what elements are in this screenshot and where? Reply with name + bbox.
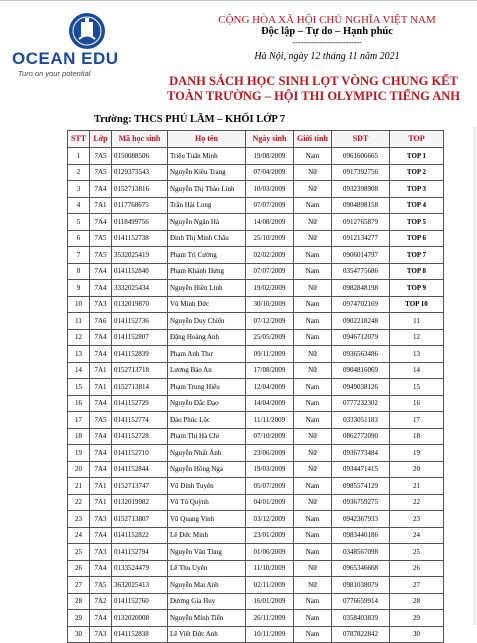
col-header-name: Họ tên	[168, 131, 246, 148]
cell-gender: Nam	[294, 395, 332, 412]
cell-phone: 0333051183	[332, 412, 390, 429]
cell-top: 26	[390, 560, 444, 577]
cell-stt: 22	[68, 494, 90, 511]
cell-gender: Nữ	[294, 577, 332, 594]
cell-class: 7A3	[90, 296, 112, 313]
cell-stt: 8	[68, 263, 90, 280]
table-body	[68, 148, 444, 643]
cell-gender: Nam	[294, 296, 332, 313]
table-header-row	[68, 131, 444, 148]
ocean-edu-logo	[12, 12, 162, 82]
cell-gender: Nữ	[294, 461, 332, 478]
cell-top: 29	[390, 610, 444, 627]
cell-class: 7A4	[90, 560, 112, 577]
table-row	[68, 478, 444, 495]
cell-phone: 0906014797	[332, 247, 390, 264]
cell-top: 20	[390, 461, 444, 478]
student-table	[67, 130, 444, 643]
header-separator: --------------------------	[292, 38, 362, 47]
table-row	[68, 296, 444, 313]
cell-student-id: 0141152736	[112, 313, 168, 330]
cell-class: 7A4	[90, 346, 112, 363]
cell-phone: 0902218248	[332, 313, 390, 330]
cell-student-id: 0141152822	[112, 527, 168, 544]
cell-student-id: 0118499756	[112, 214, 168, 231]
col-header-top: TOP	[390, 131, 444, 148]
cell-class: 7A5	[90, 148, 112, 165]
cell-name: Vũ Quang Vinh	[168, 511, 246, 528]
cell-stt: 14	[68, 362, 90, 379]
cell-dob: 07/12/2009	[246, 313, 294, 330]
cell-student-id: 0141152729	[112, 395, 168, 412]
cell-phone: 0904816069	[332, 362, 390, 379]
table-row	[68, 445, 444, 462]
cell-name: Nguyễn Minh Tiến	[168, 610, 246, 627]
cell-stt: 2	[68, 164, 90, 181]
nation-motto: Độc lập – Tự do – Hạnh phúc	[261, 26, 393, 37]
cell-name: Đào Phúc Lộc	[168, 412, 246, 429]
cell-stt: 30	[68, 626, 90, 643]
table-row	[68, 560, 444, 577]
cell-class: 7A4	[90, 329, 112, 346]
cell-stt: 26	[68, 560, 90, 577]
cell-student-id: 0132019982	[112, 494, 168, 511]
cell-class: 7A4	[90, 214, 112, 231]
ocean-edu-emblem-icon	[68, 12, 106, 50]
cell-phone: 0354775686	[332, 263, 390, 280]
cell-gender: Nam	[294, 329, 332, 346]
cell-top: 12	[390, 329, 444, 346]
table-row	[68, 329, 444, 346]
cell-phone: 0983440186	[332, 527, 390, 544]
cell-gender: Nam	[294, 593, 332, 610]
table-row	[68, 230, 444, 247]
cell-gender: Nam	[294, 148, 332, 165]
cell-stt: 16	[68, 395, 90, 412]
cell-top: TOP 7	[390, 247, 444, 264]
cell-name: Vũ Minh Đức	[168, 296, 246, 313]
cell-student-id: 0129373543	[112, 164, 168, 181]
cell-top: 22	[390, 494, 444, 511]
cell-stt: 19	[68, 445, 90, 462]
cell-phone: 0787822842	[332, 626, 390, 643]
cell-stt: 6	[68, 230, 90, 247]
table-row	[68, 577, 444, 594]
table-row	[68, 148, 444, 165]
cell-dob: 14/04/2009	[246, 395, 294, 412]
cell-class: 7A1	[90, 478, 112, 495]
cell-stt: 15	[68, 379, 90, 396]
table-row	[68, 461, 444, 478]
cell-dob: 14/08/2009	[246, 214, 294, 231]
cell-dob: 17/08/2009	[246, 362, 294, 379]
table-row	[68, 214, 444, 231]
cell-dob: 10/03/2009	[246, 181, 294, 198]
cell-top: 14	[390, 362, 444, 379]
cell-top: 23	[390, 511, 444, 528]
table-row	[68, 395, 444, 412]
cell-gender: Nữ	[294, 445, 332, 462]
cell-name: Nguyễn Đắc Đạo	[168, 395, 246, 412]
table-row	[68, 164, 444, 181]
cell-top: TOP 6	[390, 230, 444, 247]
cell-dob: 07/10/2009	[246, 428, 294, 445]
page-top-border	[0, 0, 477, 1]
cell-student-id: 0141152844	[112, 461, 168, 478]
cell-name: Phạm Thị Hà Chi	[168, 428, 246, 445]
cell-class: 7A5	[90, 412, 112, 429]
cell-stt: 23	[68, 511, 90, 528]
cell-class: 7A1	[90, 379, 112, 396]
cell-gender: Nam	[294, 197, 332, 214]
cell-top: 21	[390, 478, 444, 495]
cell-name: Vũ Tú Quỳnh	[168, 494, 246, 511]
table-row	[68, 247, 444, 264]
cell-phone: 0942367933	[332, 511, 390, 528]
cell-class: 7A2	[90, 593, 112, 610]
col-header-gender: Giới tính	[294, 131, 332, 148]
cell-class: 7A1	[90, 362, 112, 379]
cell-gender: Nữ	[294, 280, 332, 297]
cell-student-id: 0152713816	[112, 181, 168, 198]
cell-phone: 0965346668	[332, 560, 390, 577]
cell-phone: 0936759275	[332, 494, 390, 511]
nation-title: CỘNG HÒA XÃ HỘI CHỦ NGHĨA VIỆT NAM	[218, 14, 436, 26]
cell-student-id: 0141152839	[112, 346, 168, 363]
cell-name: Nguyễn Mai Anh	[168, 577, 246, 594]
cell-dob: 23/06/2009	[246, 445, 294, 462]
cell-student-id: 0152713814	[112, 379, 168, 396]
cell-gender: Nam	[294, 379, 332, 396]
cell-name: Nguyễn Hiền Linh	[168, 280, 246, 297]
cell-class: 7A4	[90, 181, 112, 198]
cell-student-id: 0117768675	[112, 197, 168, 214]
cell-gender: Nam	[294, 511, 332, 528]
cell-student-id: 0152713747	[112, 478, 168, 495]
cell-gender: Nam	[294, 313, 332, 330]
document-title-line1: DANH SÁCH HỌC SINH LỌT VÒNG CHUNG KẾT	[169, 74, 458, 88]
cell-dob: 09/11/2009	[246, 346, 294, 363]
cell-dob: 03/12/2009	[246, 511, 294, 528]
cell-dob: 05/07/2009	[246, 478, 294, 495]
cell-dob: 10/11/2009	[246, 626, 294, 643]
cell-class: 7A4	[90, 395, 112, 412]
cell-stt: 13	[68, 346, 90, 363]
cell-stt: 10	[68, 296, 90, 313]
cell-class: 7A1	[90, 197, 112, 214]
cell-name: Lê Thu Uyên	[168, 560, 246, 577]
cell-class: 7A4	[90, 280, 112, 297]
cell-dob: 19/02/2009	[246, 280, 294, 297]
cell-student-id: 0141152738	[112, 230, 168, 247]
cell-name: Phạm Trung Hiếu	[168, 379, 246, 396]
table-row	[68, 626, 444, 643]
table-row	[68, 362, 444, 379]
cell-phone: 0358403839	[332, 610, 390, 627]
cell-dob: 12/04/2009	[246, 379, 294, 396]
cell-phone: 0934471415	[332, 461, 390, 478]
cell-phone: 0348567098	[332, 544, 390, 561]
table-row	[68, 428, 444, 445]
cell-gender: Nam	[294, 626, 332, 643]
cell-phone: 0985574129	[332, 478, 390, 495]
table-row	[68, 494, 444, 511]
cell-dob: 25/10/2009	[246, 230, 294, 247]
cell-phone: 0904898158	[332, 197, 390, 214]
cell-name: Nguyễn Nhất Ánh	[168, 445, 246, 462]
cell-top: TOP 1	[390, 148, 444, 165]
cell-phone: 0974702169	[332, 296, 390, 313]
cell-phone: 0932398908	[332, 181, 390, 198]
cell-class: 7A1	[90, 494, 112, 511]
cell-top: TOP 10	[390, 296, 444, 313]
cell-class: 7A4	[90, 263, 112, 280]
cell-student-id: 0141152774	[112, 412, 168, 429]
cell-phone: 0912134277	[332, 230, 390, 247]
table-row	[68, 379, 444, 396]
cell-name: Dương Gia Huy	[168, 593, 246, 610]
table-row	[68, 412, 444, 429]
table-row	[68, 610, 444, 627]
cell-top: 24	[390, 527, 444, 544]
cell-stt: 12	[68, 329, 90, 346]
cell-stt: 20	[68, 461, 90, 478]
cell-dob: 19/03/2009	[246, 461, 294, 478]
cell-top: 13	[390, 346, 444, 363]
cell-dob: 07/07/2009	[246, 263, 294, 280]
cell-student-id: 0152713807	[112, 511, 168, 528]
cell-stt: 28	[68, 593, 90, 610]
logo-brand-text: OCEAN EDU	[12, 49, 119, 68]
cell-class: 7A3	[90, 544, 112, 561]
cell-class: 7A3	[90, 626, 112, 643]
cell-class: 7A5	[90, 164, 112, 181]
cell-top: TOP 3	[390, 181, 444, 198]
cell-stt: 17	[68, 412, 90, 429]
table-row	[68, 527, 444, 544]
cell-phone: 0936773484	[332, 445, 390, 462]
cell-class: 7A5	[90, 230, 112, 247]
cell-stt: 7	[68, 247, 90, 264]
cell-name: Phạm Khánh Hưng	[168, 263, 246, 280]
document-title-line2: TOÀN TRƯỜNG – HỘI THI OLYMPIC TIẾNG ANH	[167, 89, 460, 103]
cell-name: Trần Hải Long	[168, 197, 246, 214]
cell-name: Lương Bảo An	[168, 362, 246, 379]
cell-top: TOP 9	[390, 280, 444, 297]
cell-top: 16	[390, 395, 444, 412]
cell-gender: Nữ	[294, 230, 332, 247]
cell-student-id: 0150088506	[112, 148, 168, 165]
cell-class: 7A6	[90, 313, 112, 330]
col-header-class: Lớp	[90, 131, 112, 148]
cell-stt: 18	[68, 428, 90, 445]
school-label: Trường: THCS PHÚ LÃM – KHỐI LỚP 7	[94, 114, 286, 125]
cell-name: Phạm Anh Thư	[168, 346, 246, 363]
table-row	[68, 197, 444, 214]
col-header-dob: Ngày sinh	[246, 131, 294, 148]
cell-phone: 0949038126	[332, 379, 390, 396]
col-header-student-id: Mã học sinh	[112, 131, 168, 148]
document-date: Hà Nội, ngày 12 tháng 11 năm 2021	[254, 51, 400, 62]
logo-slogan: Turn on your potential	[18, 69, 91, 78]
cell-phone: 0777232302	[332, 395, 390, 412]
table-row	[68, 511, 444, 528]
cell-phone: 0946712079	[332, 329, 390, 346]
table-row	[68, 313, 444, 330]
cell-gender: Nam	[294, 544, 332, 561]
cell-dob: 01/06/2009	[246, 544, 294, 561]
table-row	[68, 263, 444, 280]
col-header-stt: STT	[68, 131, 90, 148]
cell-phone: 0776659914	[332, 593, 390, 610]
cell-name: Nguyễn Hồng Nga	[168, 461, 246, 478]
cell-class: 7A4	[90, 610, 112, 627]
cell-student-id: 0152713718	[112, 362, 168, 379]
cell-top: 28	[390, 593, 444, 610]
cell-gender: Nam	[294, 263, 332, 280]
cell-stt: 24	[68, 527, 90, 544]
cell-class: 7A5	[90, 577, 112, 594]
cell-dob: 11/10/2009	[246, 560, 294, 577]
cell-dob: 25/05/2009	[246, 329, 294, 346]
cell-top: 27	[390, 577, 444, 594]
cell-phone: 0862772090	[332, 428, 390, 445]
cell-class: 7A4	[90, 461, 112, 478]
cell-gender: Nữ	[294, 181, 332, 198]
cell-gender: Nam	[294, 412, 332, 429]
table-row	[68, 544, 444, 561]
cell-gender: Nữ	[294, 346, 332, 363]
cell-name: Đặng Hoàng Anh	[168, 329, 246, 346]
cell-class: 7A4	[90, 428, 112, 445]
cell-name: Đinh Thị Minh Châu	[168, 230, 246, 247]
cell-dob: 26/11/2009	[246, 610, 294, 627]
cell-gender: Nam	[294, 527, 332, 544]
cell-top: 15	[390, 379, 444, 396]
cell-dob: 11/11/2009	[246, 412, 294, 429]
cell-stt: 21	[68, 478, 90, 495]
table-row	[68, 346, 444, 363]
cell-gender: Nữ	[294, 362, 332, 379]
cell-student-id: 0132020008	[112, 610, 168, 627]
col-header-phone: SĐT	[332, 131, 390, 148]
cell-gender: Nam	[294, 610, 332, 627]
table-row	[68, 593, 444, 610]
cell-gender: Nữ	[294, 560, 332, 577]
cell-phone: 0982848198	[332, 280, 390, 297]
cell-name: Lê Viết Đức Anh	[168, 626, 246, 643]
cell-student-id: 3532025419	[112, 247, 168, 264]
cell-phone: 0917392756	[332, 164, 390, 181]
cell-top: 18	[390, 428, 444, 445]
cell-dob: 04/01/2009	[246, 494, 294, 511]
cell-stt: 27	[68, 577, 90, 594]
cell-top: 25	[390, 544, 444, 561]
cell-student-id: 3332025434	[112, 280, 168, 297]
cell-gender: Nam	[294, 478, 332, 495]
cell-class: 7A3	[90, 511, 112, 528]
cell-student-id: 0141152760	[112, 593, 168, 610]
cell-student-id: 0141152794	[112, 544, 168, 561]
cell-stt: 4	[68, 197, 90, 214]
cell-class: 7A4	[90, 445, 112, 462]
cell-name: Vũ Đình Tuyển	[168, 478, 246, 495]
cell-stt: 11	[68, 313, 90, 330]
cell-name: Nguyễn Thị Thảo Linh	[168, 181, 246, 198]
cell-student-id: 0141152838	[112, 626, 168, 643]
cell-stt: 25	[68, 544, 90, 561]
cell-dob: 19/08/2009	[246, 148, 294, 165]
cell-student-id: 3632025413	[112, 577, 168, 594]
cell-student-id: 0141152728	[112, 428, 168, 445]
cell-dob: 30/10/2009	[246, 296, 294, 313]
cell-gender: Nam	[294, 247, 332, 264]
cell-student-id: 0141152840	[112, 263, 168, 280]
cell-class: 7A4	[90, 527, 112, 544]
cell-top: TOP 8	[390, 263, 444, 280]
cell-dob: 16/01/2009	[246, 593, 294, 610]
cell-stt: 3	[68, 181, 90, 198]
cell-student-id: 0132019870	[112, 296, 168, 313]
vertical-scrollbar[interactable]	[473, 126, 477, 625]
cell-dob: 02/02/2009	[246, 247, 294, 264]
cell-student-id: 0141152807	[112, 329, 168, 346]
cell-top: 11	[390, 313, 444, 330]
cell-gender: Nữ	[294, 428, 332, 445]
cell-gender: Nữ	[294, 214, 332, 231]
cell-stt: 1	[68, 148, 90, 165]
cell-name: Triệu Tuấn Minh	[168, 148, 246, 165]
cell-name: Nguyễn Ngân Hà	[168, 214, 246, 231]
cell-stt: 9	[68, 280, 90, 297]
cell-phone: 0981038079	[332, 577, 390, 594]
cell-top: TOP 4	[390, 197, 444, 214]
cell-phone: 0912765879	[332, 214, 390, 231]
table-row	[68, 181, 444, 198]
cell-gender: Nữ	[294, 494, 332, 511]
cell-stt: 5	[68, 214, 90, 231]
cell-name: Nguyễn Kiều Trang	[168, 164, 246, 181]
cell-name: Nguyễn Duy Chiến	[168, 313, 246, 330]
cell-gender: Nữ	[294, 164, 332, 181]
cell-dob: 07/04/2009	[246, 164, 294, 181]
cell-student-id: 0133524479	[112, 560, 168, 577]
cell-top: 19	[390, 445, 444, 462]
cell-top: 30	[390, 626, 444, 643]
cell-dob: 02/11/2009	[246, 577, 294, 594]
cell-dob: 07/07/2009	[246, 197, 294, 214]
cell-name: Phạm Trí Cường	[168, 247, 246, 264]
cell-dob: 23/01/2009	[246, 527, 294, 544]
table-row	[68, 280, 444, 297]
cell-phone: 0961606665	[332, 148, 390, 165]
cell-phone: 0936563486	[332, 346, 390, 363]
cell-class: 7A5	[90, 247, 112, 264]
cell-name: Lê Đức Minh	[168, 527, 246, 544]
cell-top: 17	[390, 412, 444, 429]
cell-stt: 29	[68, 610, 90, 627]
cell-top: TOP 2	[390, 164, 444, 181]
cell-name: Nguyễn Văn Tùng	[168, 544, 246, 561]
cell-top: TOP 5	[390, 214, 444, 231]
cell-student-id: 0141152710	[112, 445, 168, 462]
